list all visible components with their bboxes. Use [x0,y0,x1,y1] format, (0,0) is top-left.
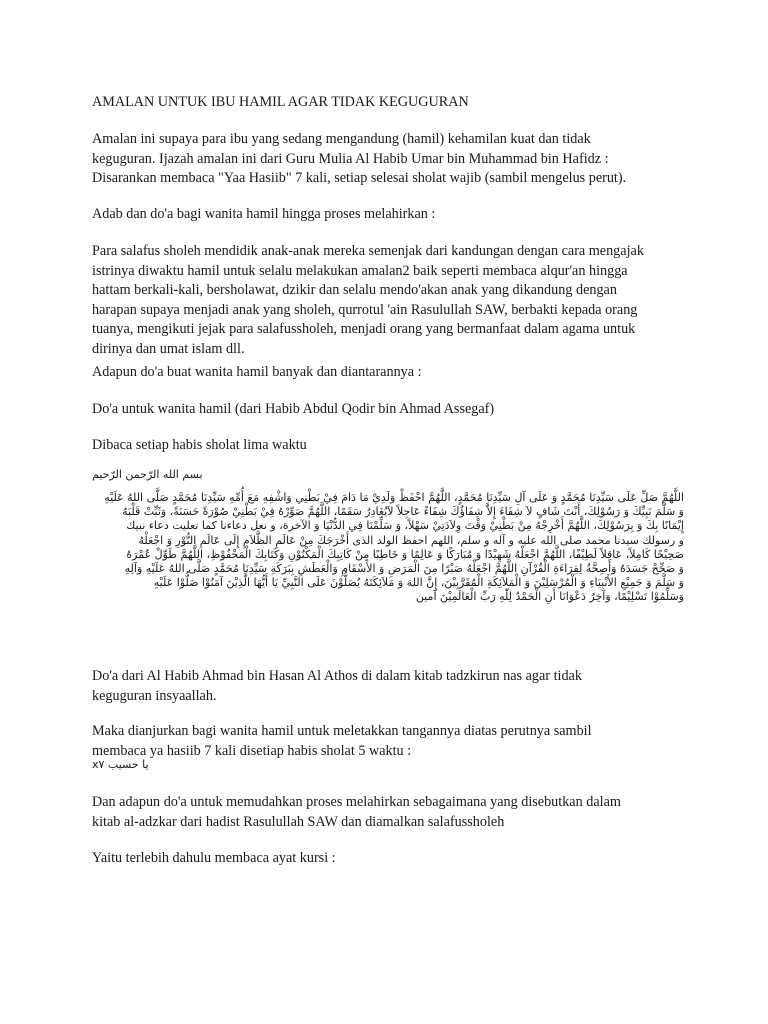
hasiib-instruction-paragraph: Maka dianjurkan bagi wanita hamil untuk meletakkan tangannya diatas perutnya sambil membaca ya hasiib 7 kali disetiap habis sholat 5 waktu : [92,723,592,759]
adab-heading: Adab dan do'a bagi wanita hamil hingga proses melahirkan : [92,206,436,222]
arabic-prayer-text: اللَّهُمَّ صَلِّ عَلَى سَيِّدِنَا مُحَمَّدٍ وَ عَلَى آلِ سَيِّدِنَا مُحَمَّدٍ، اللَّهُمَّ احْفَظْ وَلَدِيْ مَا دَامَ فِيْ بَطْنِي وَاشْفِهِ مَعَ أُمِّهِ سَيِّدِنَا مُحَمَّدٍ صَلَّى اللهُ عَلَيْهِ وَ سَلَّمَ نَبِيِّكَ وَ رَسُوْلِكَ، أَنْتَ شَافٍ لاَ شِفَاءَ إِلاَّ شِفَاؤُكَ شِفَاءً عَاجِلاً لاَيُغَادِرُ سَقَمًا، اللَّهُمَّ صَوِّرْهُ فِيْ بَطْنِيْ صُوْرَةً حَسَنَةً، وَثَبِّتْ قَلْبَهُ إِيْمَانًا بِكَ وَ بِرَسُوْلِكَ، اللَّهُمَّ أَخْرِجْهُ مِنْ بَطْنِيْ وَقْتَ وِلاَدَتِيْ سَهْلاً، وَ سَلِّمْنَا فِي الدُّنْيَا وَ الآخرة، و نعل دعاءنا كما تعليت دعاء نبيك و رسولك سيدنا محمد صلى الله عليه و آله و سلم، اللهم احفظ الولد الذى أَخْرَجَكَ مِنْ عَالَمِ الظَّلاَمِ إِلَى عَالَمِ النُّوْرِ وَ اجْعَلْهُ صَحِيْحًا كَامِلاً، عَاقِلاً لَطِيْفًا، اللَّهُمَّ اجْعَلْهُ شَهِيْدًا وَ مُبَارَكًا وَ عَالِمًا وَ خَاطِبًا مِنْ كَاتِبِكَ الْمَكْنُوْنِ وَكَتَابِكَ الْمَحْفُوْظِ، اللَّهُمَّ طَوِّلْ عُمْرَهُ وَ صَحِّحْ جَسَدَهُ وَأَصِحَّةُ لِقِرَاءَةِ الْقُرْآنِ اللَّهُمَّ اجْعَلْهُ صَبْرًا مِنَ الْمَرَضِ وَ الأَسْقَامِ وَالْعَطَشِ بِبَرَكَةِ سَيِّدِنَا مُحَمَّدٍ صَلَّى اللهُ عَلَيْهِ وَآلِهِ وَ سَلَّمَ وَ جَمِيْعِ الأَنْبِيَاءِ وَ الْمُرْسَلِيْنَ وَ الْمَلاَئِكَةِ الْمُقَرَّبِيْنَ، إِنَّ اللهَ وَ مَلاَئِكَتَهُ يُصَلُّوْنَ عَلَى النَّبِيِّ يَا أَيُّهَا الَّذِيْنَ آمَنُوْا صَلُّوْا عَلَيْهِ وَسَلِّمُوْا تَسْلِيْمًا، وَآخِرُ دَعْوَانَا أَنِ الْحَمْدُ لِلّٰهِ رَبِّ الْعَالَمِيْنَ آمين [104,491,684,604]
bismillah-text: بسم الله الرّحمن الرّحيم [92,468,203,481]
doa-intro-paragraph: Adapun do'a buat wanita hamil banyak dan diantarannya : [92,364,422,380]
document-title: AMALAN UNTUK IBU HAMIL AGAR TIDAK KEGUGURAN [92,94,469,110]
ayat-kursi-paragraph: Yaitu terlebih dahulu membaca ayat kursi : [92,850,336,866]
doa-instruction-paragraph: Dibaca setiap habis sholat lima waktu [92,437,307,453]
salafus-paragraph: Para salafus sholeh mendidik anak-anak mereka semenjak dari kandungan dengan cara mengajak istrinya diwaktu hamil untuk selalu melakukan amalan2 baik seperti membaca alqur'an hingga hattam berkali-kali, bersholawat, dzikir dan selalu mendo'akan anak yang dikandung dengan harapan supaya menjadi anak yang sholeh, qurrotul 'ain Rasulullah SAW, berbakti kepada orang tuanya, mengikuti jejak para salafussholeh, menjadi orang yang bermanfaat dalam agama untuk dirinya dan umat islam dll. [92,243,644,357]
melahirkan-paragraph: Dan adapun do'a untuk memudahkan proses melahirkan sebagaimana yang disebutkan dalam kitab al-adzkar dari hadist Rasulullah SAW dan diamalkan salafussholeh [92,794,621,830]
intro-paragraph: Amalan ini supaya para ibu yang sedang mengandung (hamil) kehamilan kuat dan tidak keguguran. Ijazah amalan ini dari Guru Mulia Al Habib Umar bin Muhammad bin Hafidz : Disarankan membaca "Yaa Hasiib" 7 kali, setiap selesai sholat wajib (sambil mengelus perut). [92,131,627,186]
ya-hasib-text: يا حسيب x٧ [92,758,149,771]
doa-source-paragraph: Do'a untuk wanita hamil (dari Habib Abdul Qodir bin Ahmad Assegaf) [92,401,495,417]
athos-doa-paragraph: Do'a dari Al Habib Ahmad bin Hasan Al Athos di dalam kitab tadzkirun nas agar tidak keguguran insyaallah. [92,668,582,704]
